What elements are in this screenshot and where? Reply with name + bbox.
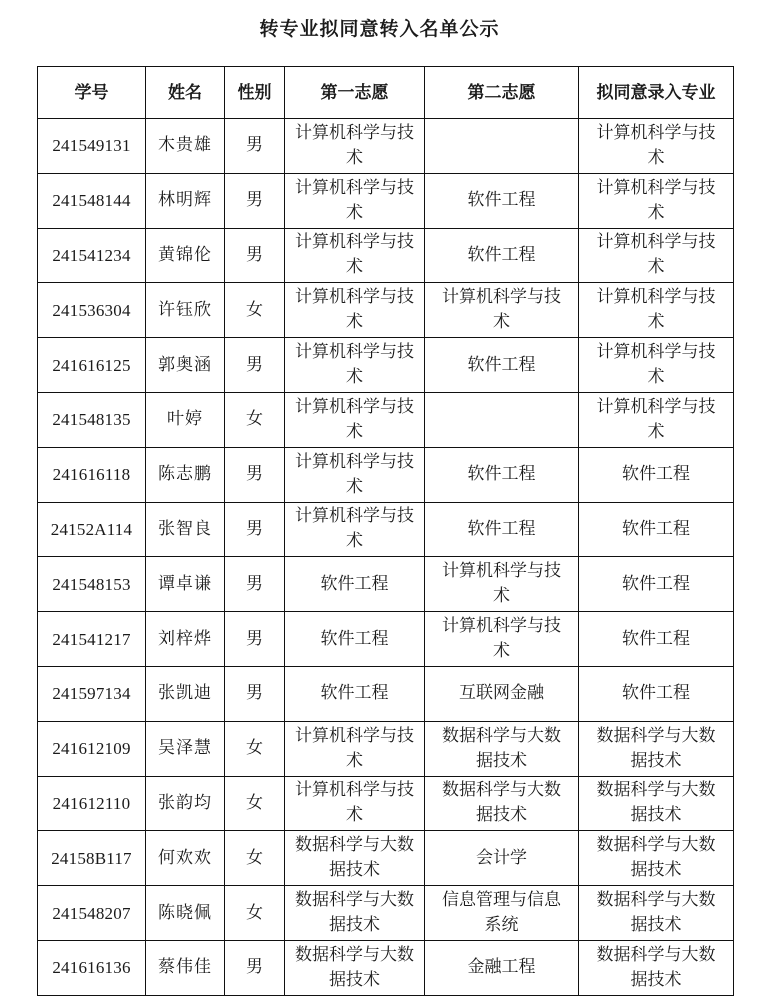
- cell-student-id: 241548135: [38, 392, 146, 447]
- cell-student-id: 241597134: [38, 666, 146, 721]
- cell-name: 许钰欣: [146, 283, 225, 338]
- cell-second-choice: 计算机科学与技术: [425, 612, 579, 667]
- cell-gender: 女: [225, 886, 285, 941]
- column-header-gender: 性别: [225, 67, 285, 119]
- cell-gender: 男: [225, 666, 285, 721]
- cell-gender: 女: [225, 831, 285, 886]
- cell-first-choice: 数据科学与大数据技术: [285, 940, 425, 995]
- cell-approved-major: 计算机科学与技术: [579, 173, 734, 228]
- cell-first-choice: 数据科学与大数据技术: [285, 831, 425, 886]
- cell-name: 林明辉: [146, 173, 225, 228]
- cell-approved-major: 软件工程: [579, 666, 734, 721]
- cell-gender: 女: [225, 283, 285, 338]
- cell-gender: 男: [225, 228, 285, 283]
- cell-student-id: 241612110: [38, 776, 146, 831]
- column-header-name: 姓名: [146, 67, 225, 119]
- cell-gender: 男: [225, 557, 285, 612]
- cell-student-id: 241541234: [38, 228, 146, 283]
- cell-name: 张凯迪: [146, 666, 225, 721]
- cell-approved-major: 计算机科学与技术: [579, 228, 734, 283]
- table-row: [38, 557, 734, 612]
- cell-first-choice: 数据科学与大数据技术: [285, 886, 425, 941]
- table-body: [38, 119, 734, 996]
- cell-gender: 男: [225, 612, 285, 667]
- cell-first-choice: 软件工程: [285, 557, 425, 612]
- cell-gender: 男: [225, 119, 285, 174]
- column-header-student-id: 学号: [38, 67, 146, 119]
- cell-first-choice: 计算机科学与技术: [285, 392, 425, 447]
- cell-approved-major: 计算机科学与技术: [579, 392, 734, 447]
- table-row: [38, 502, 734, 557]
- table-row: [38, 447, 734, 502]
- cell-approved-major: 数据科学与大数据技术: [579, 831, 734, 886]
- cell-second-choice: 会计学: [425, 831, 579, 886]
- cell-first-choice: 计算机科学与技术: [285, 119, 425, 174]
- cell-second-choice: 计算机科学与技术: [425, 283, 579, 338]
- cell-first-choice: 计算机科学与技术: [285, 228, 425, 283]
- cell-approved-major: 软件工程: [579, 502, 734, 557]
- cell-student-id: 241612109: [38, 721, 146, 776]
- column-header-approved-major: 拟同意录入专业: [579, 67, 734, 119]
- table-header-row: [38, 67, 734, 119]
- table-row: [38, 283, 734, 338]
- table-row: [38, 721, 734, 776]
- cell-second-choice: 软件工程: [425, 502, 579, 557]
- cell-student-id: 241616136: [38, 940, 146, 995]
- cell-second-choice: 软件工程: [425, 173, 579, 228]
- cell-second-choice: 计算机科学与技术: [425, 557, 579, 612]
- cell-approved-major: 计算机科学与技术: [579, 338, 734, 393]
- cell-student-id: 241536304: [38, 283, 146, 338]
- cell-approved-major: 软件工程: [579, 447, 734, 502]
- cell-student-id: 241541217: [38, 612, 146, 667]
- cell-first-choice: 计算机科学与技术: [285, 721, 425, 776]
- cell-student-id: 24158B117: [38, 831, 146, 886]
- cell-student-id: 241548207: [38, 886, 146, 941]
- table-row: [38, 831, 734, 886]
- table-row: [38, 776, 734, 831]
- cell-first-choice: 软件工程: [285, 666, 425, 721]
- cell-student-id: 241548144: [38, 173, 146, 228]
- cell-approved-major: 软件工程: [579, 612, 734, 667]
- cell-second-choice: 数据科学与大数据技术: [425, 721, 579, 776]
- cell-name: 何欢欢: [146, 831, 225, 886]
- table-row: [38, 940, 734, 995]
- cell-approved-major: 数据科学与大数据技术: [579, 776, 734, 831]
- cell-name: 黄锦伦: [146, 228, 225, 283]
- column-header-second-choice: 第二志愿: [425, 67, 579, 119]
- cell-first-choice: 计算机科学与技术: [285, 502, 425, 557]
- cell-name: 郭奥涵: [146, 338, 225, 393]
- cell-gender: 男: [225, 173, 285, 228]
- cell-gender: 男: [225, 338, 285, 393]
- cell-name: 蔡伟佳: [146, 940, 225, 995]
- cell-second-choice: [425, 392, 579, 447]
- cell-second-choice: [425, 119, 579, 174]
- cell-gender: 男: [225, 447, 285, 502]
- table-row: [38, 886, 734, 941]
- table-row: [38, 228, 734, 283]
- cell-approved-major: 软件工程: [579, 557, 734, 612]
- cell-first-choice: 计算机科学与技术: [285, 173, 425, 228]
- column-header-first-choice: 第一志愿: [285, 67, 425, 119]
- cell-first-choice: 计算机科学与技术: [285, 447, 425, 502]
- cell-second-choice: 信息管理与信息系统: [425, 886, 579, 941]
- table-row: [38, 666, 734, 721]
- cell-name: 刘梓烨: [146, 612, 225, 667]
- cell-second-choice: 软件工程: [425, 338, 579, 393]
- cell-first-choice: 软件工程: [285, 612, 425, 667]
- cell-name: 陈晓佩: [146, 886, 225, 941]
- cell-second-choice: 金融工程: [425, 940, 579, 995]
- cell-approved-major: 计算机科学与技术: [579, 119, 734, 174]
- table-row: [38, 612, 734, 667]
- cell-approved-major: 数据科学与大数据技术: [579, 940, 734, 995]
- page-title: 转专业拟同意转入名单公示: [259, 18, 500, 40]
- cell-approved-major: 数据科学与大数据技术: [579, 721, 734, 776]
- cell-student-id: 24152A114: [38, 502, 146, 557]
- table-row: [38, 338, 734, 393]
- cell-second-choice: 软件工程: [425, 447, 579, 502]
- cell-second-choice: 软件工程: [425, 228, 579, 283]
- cell-name: 张韵均: [146, 776, 225, 831]
- cell-student-id: 241548153: [38, 557, 146, 612]
- table-row: [38, 173, 734, 228]
- cell-gender: 女: [225, 721, 285, 776]
- cell-first-choice: 计算机科学与技术: [285, 776, 425, 831]
- cell-name: 吴泽慧: [146, 721, 225, 776]
- cell-first-choice: 计算机科学与技术: [285, 338, 425, 393]
- cell-second-choice: 数据科学与大数据技术: [425, 776, 579, 831]
- cell-student-id: 241616118: [38, 447, 146, 502]
- transfer-list-table: [37, 66, 734, 996]
- cell-gender: 男: [225, 940, 285, 995]
- cell-gender: 女: [225, 392, 285, 447]
- cell-student-id: 241549131: [38, 119, 146, 174]
- cell-student-id: 241616125: [38, 338, 146, 393]
- cell-gender: 男: [225, 502, 285, 557]
- cell-gender: 女: [225, 776, 285, 831]
- cell-first-choice: 计算机科学与技术: [285, 283, 425, 338]
- cell-name: 陈志鹏: [146, 447, 225, 502]
- table-row: [38, 119, 734, 174]
- cell-name: 木贵雄: [146, 119, 225, 174]
- cell-name: 张智良: [146, 502, 225, 557]
- cell-name: 谭卓谦: [146, 557, 225, 612]
- cell-name: 叶婷: [146, 392, 225, 447]
- cell-second-choice: 互联网金融: [425, 666, 579, 721]
- cell-approved-major: 数据科学与大数据技术: [579, 886, 734, 941]
- table-row: [38, 392, 734, 447]
- cell-approved-major: 计算机科学与技术: [579, 283, 734, 338]
